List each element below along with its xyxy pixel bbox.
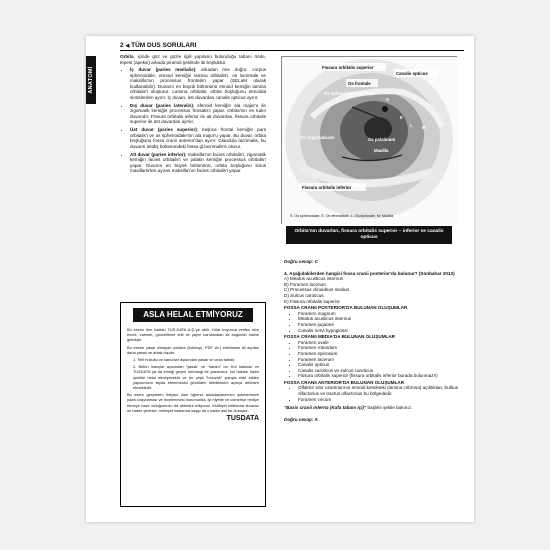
option-text: Sulcus caroticus [290, 292, 324, 298]
list-item: • Canalis opticus [298, 362, 460, 368]
reference-note [284, 405, 460, 411]
list-item: • Canalis nervi hypoglossi [298, 328, 460, 334]
list-item: • Foramen rotundum [298, 345, 460, 351]
label-E: E [400, 115, 403, 120]
list-item: • Foramen jugulare [298, 322, 460, 328]
wall-item [130, 127, 266, 149]
option-letter: D) [284, 292, 289, 298]
wall-term: Dış duvar (paries lateralis) [130, 102, 193, 108]
list-item: • Foramen cecum [298, 397, 460, 403]
answer-line: Doğru cevap: A [284, 416, 318, 422]
wall-item [130, 152, 266, 174]
orbita-figure [281, 56, 457, 224]
intro-text: , içinde göz ve gözle ilgili yapıların bulunduğu tabanı önde, tepesi (apeksi) arkada piramid şeklinde iki boşluktur. [120, 54, 266, 65]
orbita-intro [120, 54, 266, 65]
label-fissura-superior: Fissura orbitalis superior [322, 65, 374, 70]
list-item: • Foramen lacerum [298, 357, 460, 363]
book-page [86, 36, 474, 522]
option-text: Meatus acusticus internus [289, 276, 343, 282]
label-os-zygomaticum: Os zygomaticum [300, 135, 335, 140]
option-letter: B) [284, 281, 289, 287]
header-title: TÜM DUS SORULARI [131, 42, 197, 49]
label-S: S [386, 97, 389, 102]
answer-line: Doğru cevap: C [284, 259, 318, 264]
list-item: • Meatus acusticus internus [298, 316, 460, 322]
label-maxilla: Maxilla [374, 148, 389, 153]
section-heading-posterior: FOSSA CRANII POSTERIOR'DA BULUNAN OLUŞUMLAR [284, 305, 408, 311]
notice-item: 1. Telif hukuku ve kanunlar açısından yasak ve ceza tabidir. [133, 357, 236, 363]
notice-item: 2. Bütün inançlar açısından "yasak" ve "haram" dır. Kul hakkıdır ve TUSDATA ya da emeği geçen herhangi bir yazarımız, kul hakları hiçbir şekilde helal etmeyecektir ve bir çeşit "hırsızlık" yoluyla elde edilen yayınımızın fayda etmemesini gönülden dilediklerini açıkça dekhare etmektedir. [133, 364, 259, 391]
wall-item [130, 103, 266, 125]
orbita-illustration [282, 57, 457, 224]
wall-text: ; arkadan öne doğru; corpus sphenoidale, etmoid kemiğin lamina orbitalis'i, os lacrimale ve maksilla'nın processus frontalis'i yapar (SELaM olarak kodlanabilir). Duvarın en büyük bölümünü etmoid kemiğin lamina orbitalis'i oluşturur. Lamina orbitalis, orbita boşluğunu etmoidal sinüslerden ayırır. İç duvarı, üst duvardan canalis opticus ayırır. [130, 67, 266, 100]
label-M: M [422, 125, 426, 130]
intro-term: Orbita [120, 54, 134, 59]
wall-term: Alt duvar (paries inferior) [130, 151, 186, 157]
option-letter: E) [284, 298, 289, 304]
right-column [284, 259, 460, 428]
wall-text: ; başlıca frontal kemiğin pars orbitalis'i ve os sphenoidale'nin ala major'u yapar. Bu duvar, orbita boşluğunu fossa cranii anterior'dan ayırır. Glandula lacrimalis, bu duvarın üstdiş bölümündeki fossa gl.lacrimalis'e oturur. [130, 127, 266, 149]
notice-paragraph: Bu eserin yasal olmayan yollarla (fotokopi, PDF vb.) edinilmesi iki açıdan daha yasak ve ahlak dışıdır. [127, 344, 259, 355]
wall-text: ; sfenoid kemiğin ala major'u ile zigomatik kemiğin processus frontalis'i yapar. Orbita'nın en kalın duvarıdır. Fissura orbitalis inferior ile alt duvardan, fissura orbitalis superior ile üst duvardan ayrılır. [130, 102, 266, 124]
note-text: başlıklı şekile bakınız. [366, 405, 413, 411]
note-title: "Basis cranii interna (Kafa tabanı içi)" [284, 405, 367, 411]
label-os-frontale: Os frontale [348, 81, 371, 86]
label-canalis-opticus: Canalis opticus [396, 71, 428, 76]
list-item: • Olfaktor sinir uzantılarının etmoid kemikteki (lamina cribrosa) açıklıktan, bulbus olfactorius ve tractus olfactorius bu bölgededir. [298, 385, 460, 396]
orbita-walls-list [120, 67, 266, 174]
wall-term: Üst duvar (paries superior) [130, 127, 197, 132]
notice-title: ASLA HELAL ETMİYORUZ [133, 308, 253, 322]
option-text: Processus clinoideus medius [290, 287, 350, 293]
list-item: • Canalis caroticus ve sulcus caroticus [298, 368, 460, 374]
list-item: • Foramen magnum [298, 311, 460, 317]
notice-paragraph: Bu eserin tüm hakları TUS-DATA A.Ş.'ye aittir. Yıllar boyunca verilen nice emek, zahmet, güncelleme telif ve yayın harcamaları ile bugünkü haline gelmiştir. [127, 327, 259, 343]
wall-term: İç duvar (paries medialis) [130, 67, 196, 72]
option-letter: A) [284, 276, 289, 282]
list-item: • Fissura orbitalis superior (fissura orbitalis inferior burada bulunmaz!!) [298, 373, 460, 379]
left-column [120, 54, 266, 176]
label-os-palatinum: Os palatinum [368, 137, 396, 142]
list-item: • Foramen ovale [298, 340, 460, 346]
label-L: L [410, 123, 413, 128]
section-label: ANATOMİ [88, 66, 94, 94]
anterior-list [284, 385, 460, 402]
page-header [120, 41, 464, 51]
media-list [284, 340, 460, 379]
label-fissura-inferior: Fissura orbitalis inferior [302, 185, 352, 190]
list-item: • Foramen spinosum [298, 351, 460, 357]
copyright-notice-box [120, 302, 266, 507]
section-heading-anterior: FOSSA CRANII ANTERIOR'DA BULUNAN OLUŞUMLAR [284, 379, 405, 385]
option-text: Fissura orbitalis superior [289, 298, 340, 304]
option-letter: C) [284, 287, 289, 293]
wall-text: ; maksilla'nın facies orbitalis'i, zigomatik kemiğin facies orbitalis'i ve palatin kemiğin processus orbitalis'i yapar. Duvarın en büyük bölümünü, orbita boşluğunu sinus maxillaris'ten ayıran maksilla'nın facies orbitalis'i yapar. [130, 151, 266, 173]
triangle-left-icon: ◀ [125, 43, 130, 49]
section-heading-media: FOSSA CRANII MEDIA'DA BULUNAN OLUŞUMLAR [284, 334, 395, 340]
posterior-list [284, 311, 460, 333]
section-side-tab [86, 56, 96, 104]
label-os-sphenoidale: Os sphenoidale ala major [324, 91, 377, 96]
publisher-brand: TUSDATA [226, 415, 259, 423]
wall-item [130, 67, 266, 100]
option-text: Foramen lacerum [289, 281, 326, 287]
figure-legend: S: Os sphenoidale, E: Os ethmoidale, L: Os lacrimale, M: Maxilla [290, 214, 394, 218]
figure-caption: Orbita'nın duvarları, fissura orbitalis superior – inferior ve canalis opticus [286, 226, 452, 244]
notice-paragraph: Bu esere gerçekten ihtiyacı olan öğrenci arkadaşlarımızın şubelerimize yazılı başvurması ve incelenmesi durumunda, iyi niyetle ve cömertçe hediye etmeye hazır olduğumuzu da dekhare ediyoruz. Mülkiyet haklarına tecavüz ne baber çirkinse; mülkiyet haklarına saygı da o kadar asil bir duruştur. [127, 392, 259, 413]
option-e [284, 299, 460, 305]
question-number: 4. [284, 270, 288, 276]
page-number: 2 [120, 42, 124, 49]
question-text: Aşağıdakilerden hangisi fossa cranii posterior'da bulunur? (Sonbahar 2013) [289, 270, 455, 276]
